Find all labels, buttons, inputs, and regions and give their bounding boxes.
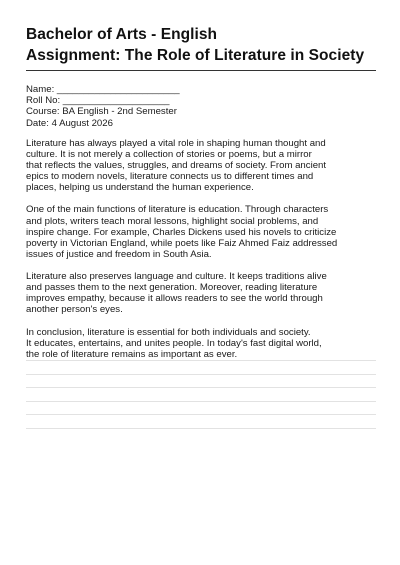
paragraph-education [26,204,376,259]
writing-line [26,360,376,361]
title-line-assignment: Assignment: The Role of Literature in Society [26,47,365,64]
name-field: Name: _______________________ [26,84,180,95]
document-page [26,24,376,371]
document-title [26,24,376,66]
text-line: Literature also preserves language and culture. It keeps traditions alive [26,271,327,283]
text-line: improves empathy, because it allows readers to see the world through [26,293,323,305]
text-line: culture. It is not merely a collection of stories or poems, but a mirror [26,148,312,160]
date-field: Date: 4 August 2026 [26,117,113,129]
course-field: Course: BA English - 2nd Semester [26,106,177,118]
text-line: epics to modern novels, literature connects us to different times and [26,171,314,183]
writing-line [26,387,376,388]
text-line: and passes them to the next generation. Moreover, reading literature [26,282,318,294]
roll-number-field: Roll No: ____________________ [26,95,170,107]
text-line: poverty in Victorian England, while poets like Faiz Ahmed Faiz addressed [26,237,338,249]
text-line: and plots, writers teach moral lessons, highlight social problems, and [26,215,319,227]
text-line: places, helping us understand the human experience. [26,182,254,194]
paragraph-introduction [26,138,376,193]
paragraph-culture [26,271,376,315]
writing-line [26,401,376,402]
writing-line [26,374,376,375]
text-line: Literature has always played a vital role in shaping human thought and [26,137,326,149]
text-line: In conclusion, literature is essential for both individuals and society. [26,326,311,338]
text-line: inspire change. For example, Charles Dickens used his novels to criticize [26,226,337,238]
text-line: that reflects the values, struggles, and dreams of society. From ancient [26,160,327,171]
writing-line [26,414,376,415]
writing-line [26,428,376,429]
essay-body [26,138,376,360]
text-line: another person's eyes. [26,304,123,316]
blank-writing-lines [26,360,376,441]
text-line: the role of literature remains as important as ever. [26,348,238,360]
text-line: issues of justice and freedom in South Asia. [26,248,212,260]
text-line: One of the main functions of literature is education. Through characters [26,204,329,216]
title-line-degree: Bachelor of Arts - English [26,26,218,43]
paragraph-conclusion [26,327,376,360]
student-details [26,84,376,129]
text-line: It educates, entertains, and unites people. In today's fast digital world, [26,337,322,349]
title-divider [26,70,376,71]
